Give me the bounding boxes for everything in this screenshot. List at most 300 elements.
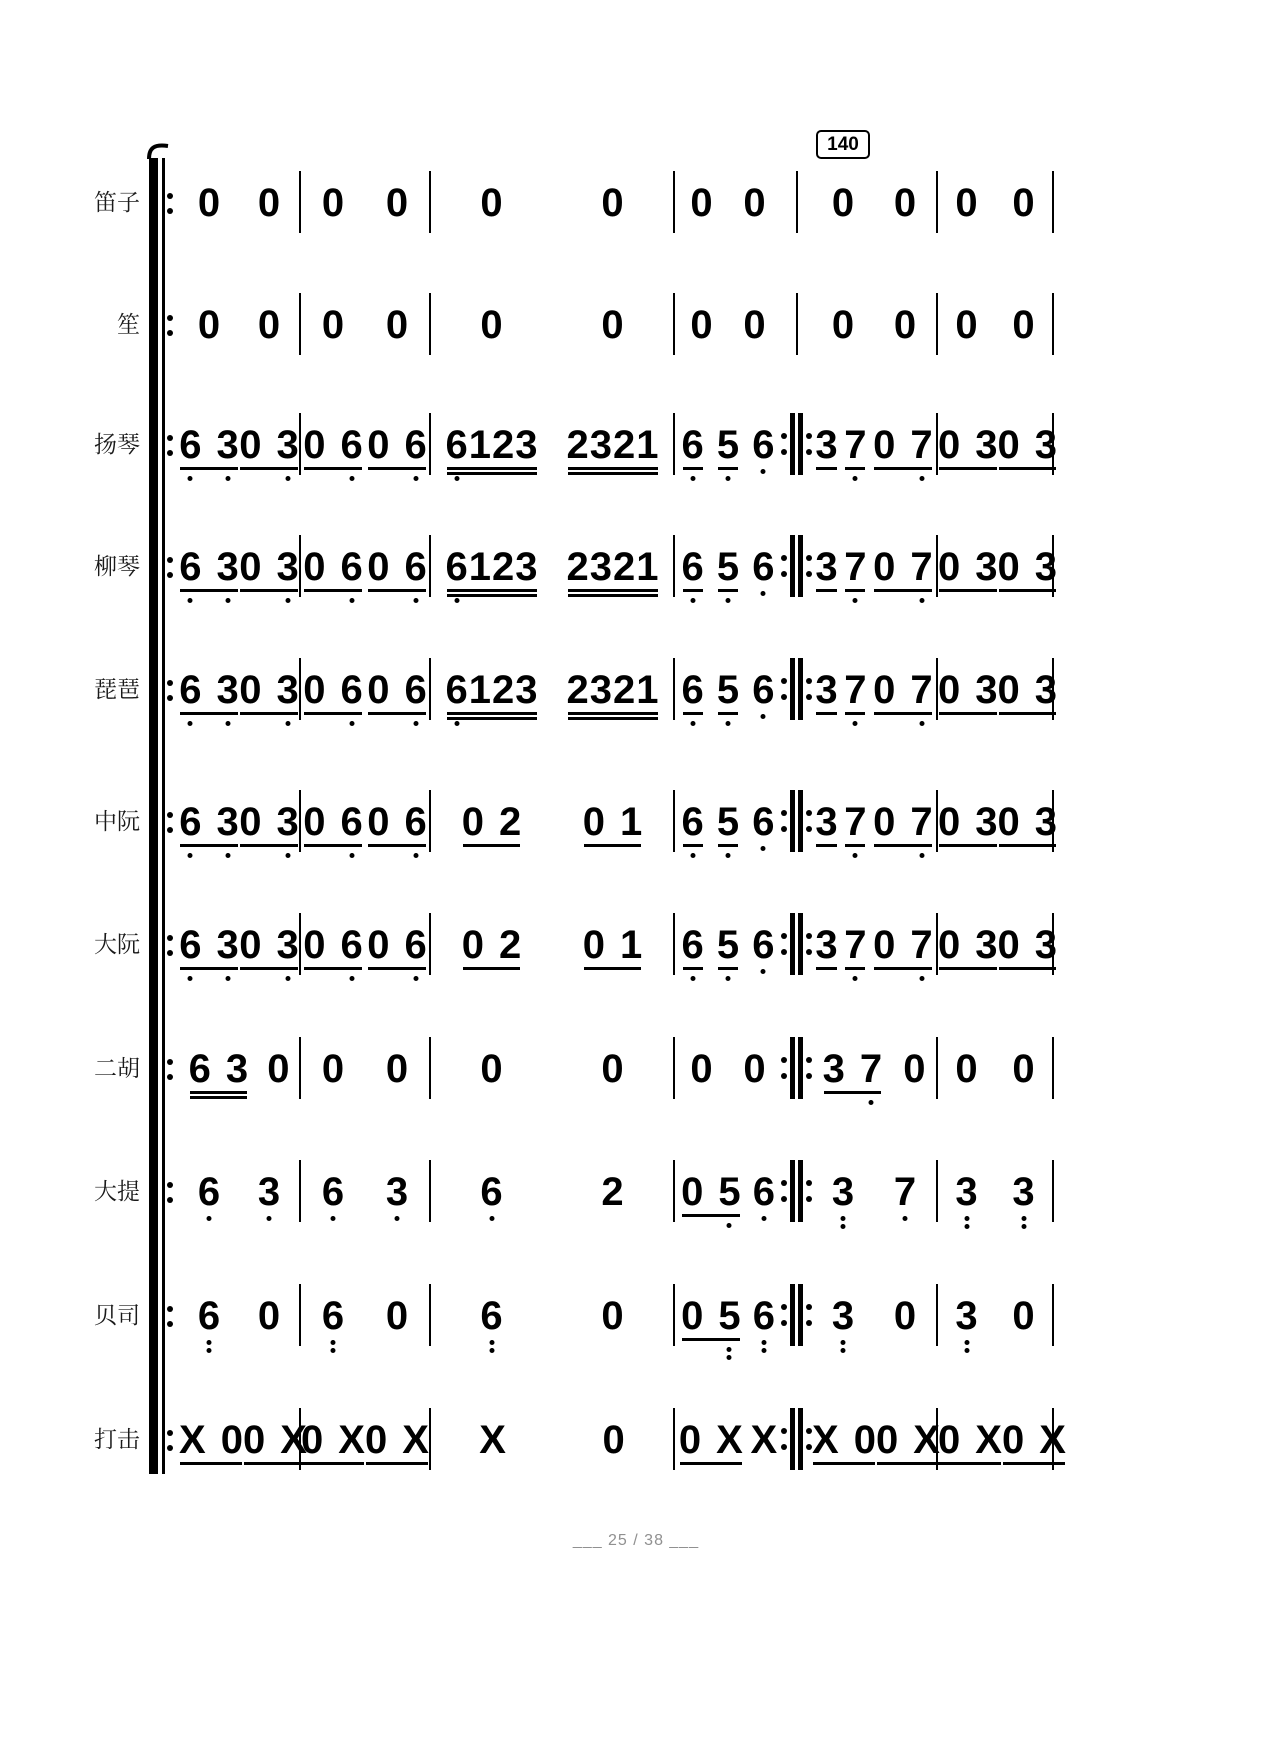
note-group <box>258 183 280 223</box>
repeat-dot <box>167 315 173 321</box>
note-digits <box>303 425 363 465</box>
note <box>189 1049 211 1089</box>
jianpu-digit: 0 <box>938 545 961 589</box>
octave-dots <box>919 721 924 726</box>
note-digits <box>567 547 659 587</box>
note <box>938 925 960 965</box>
note <box>975 547 997 587</box>
instrument-label-liuqin: 柳琴 <box>94 554 140 579</box>
note-group <box>480 1296 502 1336</box>
beam-line <box>939 1462 1001 1465</box>
note-group <box>179 802 239 842</box>
measures <box>179 1049 1054 1099</box>
note-group <box>938 925 998 965</box>
note <box>217 425 239 465</box>
note-digits <box>998 802 1058 842</box>
note-group <box>690 183 712 223</box>
beam-line <box>240 844 298 847</box>
note-group <box>955 1296 977 1336</box>
note <box>405 802 427 842</box>
octave-dots <box>690 476 695 481</box>
note-group <box>258 305 280 345</box>
repeat-dot <box>167 695 173 701</box>
note <box>955 1172 977 1212</box>
measures <box>179 305 1054 355</box>
note <box>894 1296 916 1336</box>
beam-line <box>824 1091 882 1094</box>
jianpu-digit: 1 <box>468 545 491 589</box>
note-digits <box>239 670 299 710</box>
note <box>365 1420 387 1460</box>
note <box>752 802 774 842</box>
note <box>446 547 468 587</box>
note-digits <box>873 547 933 587</box>
note-digits <box>815 802 837 842</box>
measure-2 <box>301 1172 429 1212</box>
note <box>955 183 977 223</box>
jianpu-digit: 3 <box>589 423 612 467</box>
repeat-dots <box>781 1428 787 1450</box>
note-group <box>844 925 866 965</box>
thick-barline <box>798 535 803 597</box>
octave-dot <box>725 598 730 603</box>
note <box>258 1296 280 1336</box>
beam-line <box>568 717 658 720</box>
repeat-dot <box>167 935 173 941</box>
jianpu-digit: 0 <box>690 303 713 347</box>
note-digits <box>198 1296 220 1336</box>
jianpu-digit: 0 <box>955 1047 978 1091</box>
octave-dots <box>331 1216 336 1221</box>
note-digits <box>367 925 427 965</box>
beam-line <box>874 467 932 470</box>
jianpu-digit: 6 <box>179 668 202 712</box>
note-group <box>938 670 998 710</box>
jianpu-digit: 0 <box>903 1047 926 1091</box>
beam-line <box>190 1096 248 1099</box>
note <box>179 425 201 465</box>
beam-line <box>816 844 836 847</box>
staff-row-dati-cello <box>0 1172 1272 1244</box>
instrument-label-zhongruan: 中阮 <box>94 809 140 834</box>
note <box>955 1296 977 1336</box>
octave-dot <box>853 598 858 603</box>
jianpu-digit: 0 <box>321 1047 345 1091</box>
octave-dot <box>454 598 459 603</box>
measures <box>179 183 1054 233</box>
beam-line <box>180 467 238 470</box>
repeat-dot <box>781 1428 787 1434</box>
beam-line <box>877 1462 939 1465</box>
strike-note: X <box>280 1418 307 1462</box>
jianpu-digit: 0 <box>997 545 1020 589</box>
repeat-barline <box>781 413 812 475</box>
jianpu-digit: 0 <box>385 303 409 347</box>
repeat-dots <box>781 933 787 955</box>
octave-dot <box>853 476 858 481</box>
note <box>854 1420 876 1460</box>
note <box>386 1296 408 1336</box>
note-group <box>601 1049 623 1089</box>
note <box>341 802 363 842</box>
note-digits <box>179 670 239 710</box>
octave-dot <box>727 1355 732 1360</box>
instrument-label-dati-cello: 大提 <box>94 1179 140 1204</box>
jianpu-digit: 7 <box>859 1047 883 1091</box>
jianpu-digit: 0 <box>239 545 262 589</box>
octave-dot <box>690 476 695 481</box>
thick-barline <box>790 790 795 852</box>
note-digits <box>567 670 659 710</box>
octave-dot <box>285 853 290 858</box>
note <box>955 305 977 345</box>
note-group <box>815 802 837 842</box>
note <box>832 1172 854 1212</box>
repeat-dot <box>781 1196 787 1202</box>
octave-dot <box>919 853 924 858</box>
note <box>873 425 895 465</box>
beam-line <box>568 472 658 475</box>
note-group <box>832 305 854 345</box>
measure-1 <box>179 547 299 587</box>
beam-line <box>845 844 865 847</box>
note <box>815 547 837 587</box>
jianpu-digit: 7 <box>844 668 867 712</box>
repeat-dot <box>167 680 173 686</box>
jianpu-digit: 0 <box>601 181 624 225</box>
thick-barline <box>790 1037 795 1099</box>
note <box>386 183 408 223</box>
note-digits <box>179 802 239 842</box>
note <box>492 425 514 465</box>
note-group <box>717 802 739 842</box>
octave-dots <box>725 721 730 726</box>
note <box>998 925 1020 965</box>
octave-dot <box>349 721 354 726</box>
jianpu-digit: 1 <box>620 923 643 967</box>
beam-line <box>939 467 997 470</box>
note-group <box>815 425 837 465</box>
beam-line <box>816 589 836 592</box>
octave-dot <box>1021 1224 1026 1229</box>
note <box>753 1296 775 1336</box>
note <box>910 925 932 965</box>
jianpu-digit: 3 <box>815 923 838 967</box>
jianpu-digit: 3 <box>216 545 239 589</box>
measure-3 <box>431 802 673 842</box>
note-digits <box>752 925 774 965</box>
beam-line <box>180 712 238 715</box>
octave-dots <box>285 476 290 481</box>
octave-dots <box>727 1347 732 1360</box>
note <box>938 425 960 465</box>
octave-dot <box>188 976 193 981</box>
jianpu-digit: 3 <box>1034 545 1057 589</box>
beam-line <box>718 712 738 715</box>
note-group <box>812 1420 876 1460</box>
note <box>601 1172 623 1212</box>
note-group <box>367 547 427 587</box>
note-digits <box>812 1420 876 1460</box>
octave-dots <box>903 1216 908 1221</box>
note <box>873 802 895 842</box>
note-group <box>462 802 522 842</box>
octave-dots <box>225 598 230 603</box>
octave-dot <box>690 853 695 858</box>
repeat-dot <box>781 1304 787 1310</box>
note-group <box>894 305 916 345</box>
note-digits <box>681 1172 741 1212</box>
jianpu-digit: 0 <box>303 668 326 712</box>
start-repeat-dots <box>167 183 173 223</box>
jianpu-digit: 0 <box>303 800 326 844</box>
note <box>873 547 895 587</box>
jianpu-digit: 3 <box>815 423 838 467</box>
measure-1 <box>179 305 299 345</box>
jianpu-digit: 3 <box>216 668 239 712</box>
repeat-dot <box>167 435 173 441</box>
jianpu-digit: 2 <box>613 668 636 712</box>
note-digits <box>258 1172 280 1212</box>
measures <box>179 800 1057 852</box>
note-group <box>844 670 866 710</box>
note-digits <box>753 1172 775 1212</box>
note <box>1035 547 1057 587</box>
barline <box>1052 1160 1054 1222</box>
octave-dots <box>489 1340 494 1353</box>
octave-dots <box>725 598 730 603</box>
octave-dot <box>413 598 418 603</box>
jianpu-digit: 6 <box>340 545 363 589</box>
octave-dot <box>207 1348 212 1353</box>
note <box>239 670 261 710</box>
repeat-barline <box>781 1160 812 1222</box>
note-group <box>322 1296 344 1336</box>
note-group <box>938 425 998 465</box>
note <box>217 670 239 710</box>
note <box>198 1172 220 1212</box>
jianpu-digit: 1 <box>636 668 659 712</box>
thick-barline <box>790 1284 795 1346</box>
octave-dot <box>761 469 766 474</box>
note-digits <box>832 183 854 223</box>
note-group <box>367 425 427 465</box>
measure-2 <box>301 1420 429 1460</box>
beam-line <box>683 589 703 592</box>
jianpu-digit: 0 <box>955 303 978 347</box>
note-group <box>179 925 239 965</box>
jianpu-digit: 6 <box>752 668 775 712</box>
note <box>239 925 261 965</box>
jianpu-digit: 0 <box>601 303 624 347</box>
note <box>239 547 261 587</box>
note <box>815 670 837 710</box>
note-group <box>583 925 643 965</box>
note-digits <box>179 1420 243 1460</box>
octave-dots <box>225 476 230 481</box>
beam-line <box>447 472 537 475</box>
repeat-dot <box>781 1180 787 1186</box>
note <box>243 1420 265 1460</box>
jianpu-digit: 6 <box>752 1294 775 1338</box>
note <box>910 670 932 710</box>
jianpu-digit: 0 <box>743 181 766 225</box>
note <box>515 670 537 710</box>
measure-5 <box>812 1172 936 1212</box>
measure-1 <box>179 925 299 965</box>
jianpu-digit: 3 <box>975 423 998 467</box>
thick-barline <box>790 913 795 975</box>
note-group <box>258 1172 280 1212</box>
note <box>682 925 704 965</box>
note-digits <box>601 183 623 223</box>
note <box>405 925 427 965</box>
note <box>179 670 201 710</box>
instrument-label-beisi-bass: 贝司 <box>94 1303 140 1328</box>
beam-line <box>999 844 1057 847</box>
note-digits <box>462 925 522 965</box>
octave-dot <box>727 1347 732 1352</box>
beam-line <box>718 589 738 592</box>
note-group <box>198 1296 220 1336</box>
jianpu-digit: 3 <box>822 1047 845 1091</box>
octave-dots <box>853 853 858 858</box>
octave-dot <box>267 1216 272 1221</box>
octave-dot <box>207 1216 212 1221</box>
note-digits <box>189 1049 249 1089</box>
strike-note: X <box>1039 1418 1066 1462</box>
note-group <box>815 547 837 587</box>
strike-note: X <box>479 1418 506 1462</box>
jianpu-digit: 6 <box>681 923 704 967</box>
jianpu-digit: 0 <box>601 1047 624 1091</box>
octave-dots <box>225 721 230 726</box>
note <box>367 547 389 587</box>
beam-line <box>845 589 865 592</box>
thick-barline <box>798 1037 803 1099</box>
note <box>277 547 299 587</box>
jianpu-digit: 3 <box>815 800 838 844</box>
jianpu-digit: 0 <box>873 423 896 467</box>
octave-dots <box>868 1100 873 1105</box>
instrument-label-pipa: 琵琶 <box>94 677 140 702</box>
note-digits <box>717 425 739 465</box>
note-group <box>823 1049 883 1089</box>
beam-line <box>463 844 521 847</box>
thick-barline <box>798 413 803 475</box>
note-digits <box>955 1049 977 1089</box>
jianpu-digit: 5 <box>718 1294 741 1338</box>
jianpu-digit: 2 <box>613 423 636 467</box>
note-digits <box>682 925 704 965</box>
octave-dot <box>489 1216 494 1221</box>
note-group <box>717 925 739 965</box>
note-group <box>322 305 344 345</box>
note-group <box>894 1172 916 1212</box>
octave-dot <box>919 976 924 981</box>
note <box>341 925 363 965</box>
note-digits <box>179 925 239 965</box>
jianpu-digit: 0 <box>853 1418 876 1462</box>
measure-4 <box>675 802 781 842</box>
note-digits <box>303 670 363 710</box>
octave-dot <box>489 1340 494 1345</box>
beam-line <box>244 1462 306 1465</box>
note <box>198 183 220 223</box>
note-digits <box>322 1172 344 1212</box>
staff-row-beisi-bass <box>0 1296 1272 1368</box>
instrument-label-daji-percussion: 打击 <box>94 1427 140 1452</box>
note <box>601 1296 623 1336</box>
note <box>832 305 854 345</box>
note-group <box>717 547 739 587</box>
measure-4 <box>675 925 781 965</box>
note <box>910 802 932 842</box>
measures <box>179 423 1057 475</box>
octave-dots <box>761 846 766 851</box>
note <box>277 670 299 710</box>
octave-dots <box>690 853 695 858</box>
note-group <box>446 425 538 465</box>
note-group <box>955 183 977 223</box>
measures <box>179 1418 1066 1470</box>
note <box>480 305 502 345</box>
note-digits <box>743 305 765 345</box>
note-group <box>873 425 933 465</box>
start-repeat-dots <box>167 1172 173 1212</box>
octave-dots <box>454 721 459 726</box>
note-group <box>602 1420 624 1460</box>
repeat-dots <box>781 555 787 577</box>
jianpu-digit: 5 <box>716 423 740 467</box>
jianpu-digit: 3 <box>815 545 838 589</box>
jianpu-digit: 0 <box>602 1418 625 1462</box>
note-digits <box>717 802 739 842</box>
measure-5 <box>812 802 936 842</box>
jianpu-digit: 0 <box>321 303 345 347</box>
beam-line <box>680 1462 742 1465</box>
octave-dot <box>919 721 924 726</box>
repeat-dot <box>167 1074 173 1080</box>
note-digits <box>322 1049 344 1089</box>
jianpu-digit: 6 <box>681 545 704 589</box>
repeat-dot <box>781 826 787 832</box>
note-digits <box>239 547 299 587</box>
barline <box>781 293 812 355</box>
note-digits <box>938 425 998 465</box>
note-digits <box>386 1049 408 1089</box>
note-group <box>239 425 299 465</box>
beam-line <box>939 589 997 592</box>
note <box>198 1296 220 1336</box>
note-digits <box>386 1172 408 1212</box>
note-group <box>998 425 1058 465</box>
repeat-barline <box>781 658 812 720</box>
note <box>690 1049 712 1089</box>
note <box>217 547 239 587</box>
note <box>239 425 261 465</box>
octave-dot <box>207 1340 212 1345</box>
note-digits <box>873 802 933 842</box>
repeat-dot <box>781 1320 787 1326</box>
note <box>681 1172 703 1212</box>
octave-dot <box>349 476 354 481</box>
beam-line <box>813 1462 875 1465</box>
jianpu-digit: 3 <box>276 423 299 467</box>
jianpu-digit: 6 <box>179 545 202 589</box>
measure-3 <box>431 547 673 587</box>
note <box>752 925 774 965</box>
